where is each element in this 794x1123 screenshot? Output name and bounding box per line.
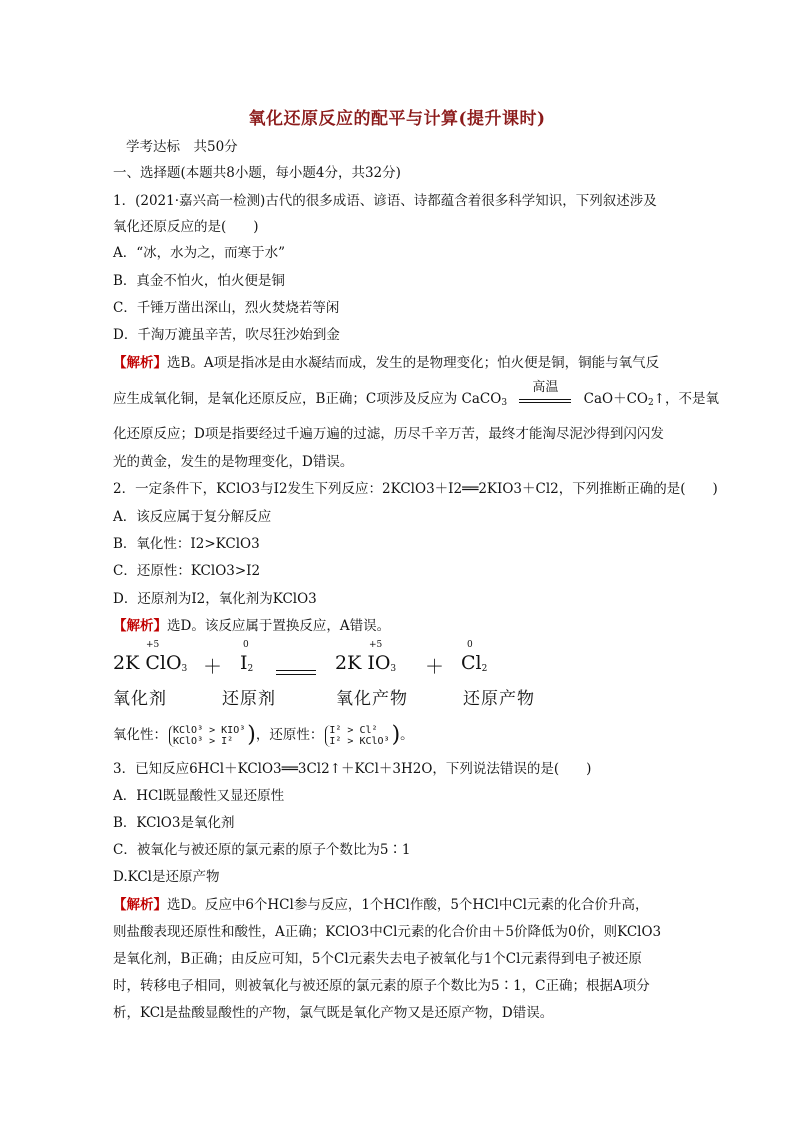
q3-explanation-line4: 时，转移电子相同，则被氧化与被还原的氯元素的原子个数比为5∶1，C正确；根据A项分: [113, 978, 650, 994]
q2-option-d: D．还原剂为I2，氧化剂为KClO3: [113, 591, 317, 607]
reaction-condition: 高温: [515, 391, 575, 409]
label-reduction-product: 还原产物: [463, 689, 535, 709]
oxidizing-brace: KClO³ > KIO³ KClO³ > I²: [169, 725, 245, 747]
q2-explanation-line1: 【解析】选D。该反应属于置换反应，A错误。: [113, 618, 391, 634]
q2-option-b: B．氧化性：I2>KClO3: [113, 536, 260, 552]
part-heading: 一、选择题(本题共8小题，每小题4分，共32分): [113, 165, 401, 181]
q3-explanation-line1: 【解析】选D。反应中6个HCl参与反应，1个HCl作酸，5个HCl中Cl元素的化合价升高，: [113, 897, 649, 913]
equals-sign: [272, 660, 320, 682]
reactant-i2: $I_2$: [240, 652, 254, 674]
oxidation-state: 0: [467, 640, 473, 650]
q3-option-d: D.KCl是还原产物: [113, 869, 220, 885]
q3-stem: 3．已知反应6HCl＋KClO3══3Cl2↑＋KCl＋3H2O，下列说法错误的是( ): [113, 761, 592, 777]
q2-stem: 2．一定条件下，KClO3与I2发生下列反应：2KClO3＋I2══2KIO3＋Cl2，下列推断正确的是( ): [113, 481, 718, 497]
q1-stem-cont: 氧化还原反应的是( ): [113, 219, 259, 235]
analysis-tag: 【解析】: [113, 897, 167, 913]
q1-option-a: A．“冰，水为之，而寒于水”: [113, 245, 286, 261]
q3-explanation-line3: 是氧化剂，B正确；由反应可知，5个Cl元素失去电子被氧化与1个Cl元素得到电子被还原: [113, 951, 642, 967]
section-heading: 学考达标 共50分: [126, 139, 238, 155]
q3-option-a: A．HCl既显酸性又显还原性: [113, 788, 285, 804]
page-title: 氧化还原反应的配平与计算(提升课时): [248, 109, 546, 129]
oxidation-state: +5: [369, 640, 383, 650]
oxidation-state: 0: [243, 640, 249, 650]
q1-explanation-line4: 光的黄金，发生的是物理变化，D错误。: [113, 454, 354, 470]
plus-sign: ＋: [425, 656, 445, 678]
label-oxidation-product: 氧化产物: [336, 689, 408, 709]
q1-option-c: C．千锤万凿出深山，烈火焚烧若等闲: [113, 300, 340, 316]
product-kio3: 2K $IO_3$: [335, 652, 397, 674]
q2-option-c: C．还原性：KClO3>I2: [113, 563, 261, 579]
q3-explanation-line2: 则盐酸表现还原性和酸性，A正确；KClO3中Cl元素的化合价由＋5价降低为0价，则KClO3: [113, 924, 662, 940]
analysis-tag: 【解析】: [113, 618, 167, 634]
q3-option-b: B．KClO3是氧化剂: [113, 815, 235, 831]
q1-explanation-line1: 【解析】选B。A项是指冰是由水凝结而成，发生的是物理变化；怕火便是铜，铜能与氧气反: [113, 355, 660, 371]
q3-option-c: C．被氧化与被还原的氯元素的原子个数比为5∶1: [113, 842, 411, 858]
plus-sign: ＋: [203, 656, 223, 678]
reducing-brace: I² > Cl² I² > KClO³: [325, 725, 389, 747]
q1-stem: 1．(2021·嘉兴高一检测)古代的很多成语、谚语、诗都蕴含着很多科学知识，下列叙述涉及: [113, 193, 657, 209]
q1-explanation-line2: 应生成氧化铜，是氧化还原反应，B正确；C项涉及反应为 CaCO$_3$ 高温 $CaO+CO_2↑$，不是氧: [113, 379, 720, 408]
oxidation-state: +5: [146, 640, 160, 650]
label-oxidant: 氧化剂: [113, 689, 167, 709]
analysis-tag: 【解析】: [113, 355, 167, 371]
q1-option-d: D．千淘万漉虽辛苦，吹尽狂沙始到金: [113, 327, 340, 343]
q2-comparison: 氧化性： KClO³ > KIO³ KClO³ > I² )，还原性： I² > Cl² I² > KClO³)。: [113, 722, 414, 748]
label-reductant: 还原剂: [222, 689, 276, 709]
reactant-kclo3: 2K ClO$_3$: [113, 652, 188, 674]
q3-explanation-line5: 析，KCl是盐酸显酸性的产物，氯气既是氧化产物又是还原产物，D错误。: [113, 1005, 554, 1021]
q1-explanation-line3: 化还原反应；D项是指要经过千遍万遍的过滤，历尽千辛万苦，最终才能淘尽泥沙得到闪闪发: [113, 426, 664, 442]
q1-option-b: B．真金不怕火，怕火便是铜: [113, 273, 285, 289]
product-cl2: $Cl_2$: [461, 652, 488, 674]
q2-option-a: A．该反应属于复分解反应: [113, 509, 272, 525]
